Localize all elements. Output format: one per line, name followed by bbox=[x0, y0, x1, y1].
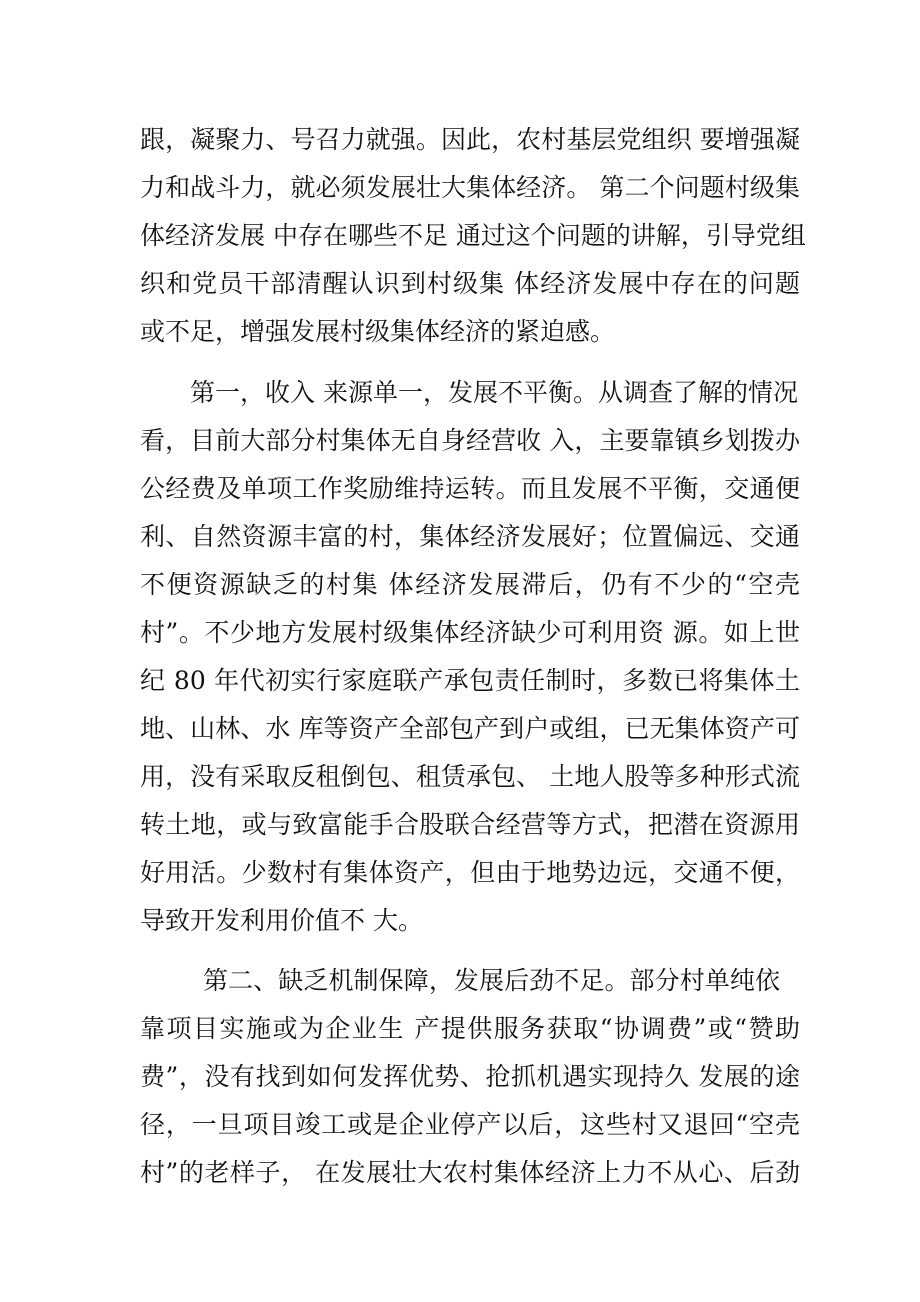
text-line: 村”的老样子， 在发展壮大农村集体经济上力不从心、后劲 bbox=[140, 1158, 800, 1187]
text-line: 好用活。少数村有集体资产，但由于地势边远，交通不便， bbox=[140, 858, 800, 887]
text-line: 导致开发利用价值不 大。 bbox=[140, 906, 423, 935]
text-line: 织和党员干部清醒认识到村级集 体经济发展中存在的问题 bbox=[140, 269, 800, 298]
text-line: 村”。不少地方发展村级集体经济缺少可利用资 源。如上世 bbox=[140, 618, 800, 647]
text-line: 用，没有采取反租倒包、租赁承包、 土地人股等多种形式流 bbox=[140, 762, 800, 791]
text-line: 看，目前大部分村集体无自身经营收 入，主要靠镇乡划拨办 bbox=[140, 426, 800, 455]
text-line: 费”，没有找到如何发挥优势、抢抓机遇实现持久 发展的途 bbox=[140, 1062, 800, 1091]
text-line: 径，一旦项目竣工或是企业停产以后，这些村又退回“空壳 bbox=[140, 1110, 800, 1139]
text-line: 跟，凝聚力、号召力就强。因此，农村基层党组织 要增强凝 bbox=[140, 125, 800, 154]
text-line: 体经济发展 中存在哪些不足 通过这个问题的讲解，引导党组 bbox=[140, 221, 806, 250]
text-line: 转土地，或与致富能手合股联合经营等方式，把潜在资源用 bbox=[140, 810, 800, 839]
text-line: 地、山林、水 库等资产全部包产到户或组，已无集体资产可 bbox=[140, 714, 800, 743]
text-line: 第二、缺乏机制保障，发展后劲不足。部分村单纯依 bbox=[203, 966, 780, 995]
text-line: 第一，收入 来源单一，发展不平衡。从调查了解的情况 bbox=[190, 378, 798, 407]
text-line: 靠项目实施或为企业生 产提供服务获取“协调费”或“赞助 bbox=[140, 1014, 800, 1043]
text-line: 纪 80 年代初实行家庭联产承包责任制时，多数已将集体土 bbox=[140, 666, 800, 695]
text-line: 或不足，增强发展村级集体经济的紧迫感。 bbox=[140, 317, 616, 346]
text-line: 利、自然资源丰富的村，集体经济发展好；位置偏远、交通 bbox=[140, 522, 800, 551]
text-line: 力和战斗力，就必须发展壮大集体经济。 第二个问题村级集 bbox=[140, 173, 800, 202]
text-line: 不便资源缺乏的村集 体经济发展滞后，仍有不少的“空壳 bbox=[140, 570, 800, 599]
text-line: 公经费及单项工作奖励维持运转。而且发展不平衡，交通便 bbox=[140, 474, 800, 503]
